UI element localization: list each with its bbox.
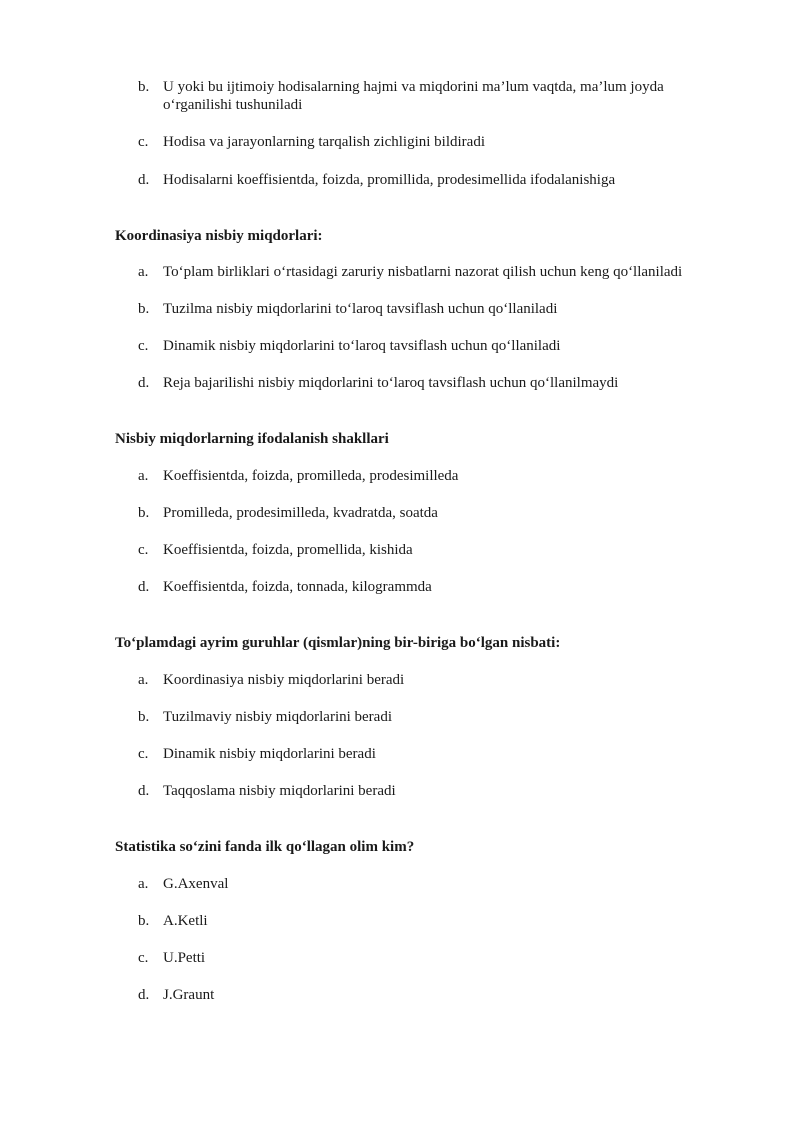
option-letter: b. [138, 505, 150, 521]
option-letter: a. [138, 264, 149, 280]
option-text: Tuzilmaviy nisbiy miqdorlarini beradi [163, 709, 393, 725]
question-title: Koordinasiya nisbiy miqdorlari: [115, 228, 323, 244]
option-letter: c. [138, 134, 149, 150]
option-letter: b. [138, 301, 150, 317]
option-text: Promilleda, prodesimilleda, kvadratda, soatda [163, 505, 438, 521]
option-letter: d. [138, 375, 150, 391]
option-text: A.Ketli [163, 913, 208, 929]
option-text: J.Graunt [163, 987, 215, 1003]
option-letter: d. [138, 987, 150, 1003]
option-text: Dinamik nisbiy miqdorlarini beradi [163, 746, 376, 762]
question-title: Nisbiy miqdorlarning ifodalanish shakllari [115, 431, 389, 447]
option-letter: d. [138, 783, 150, 799]
option-letter: b. [138, 913, 150, 929]
option-letter: c. [138, 338, 149, 354]
option-letter: b. [138, 709, 150, 725]
option-letter: a. [138, 672, 149, 688]
option-text: Dinamik nisbiy miqdorlarini to‘laroq tavsiflash uchun qo‘llaniladi [163, 338, 561, 354]
option-letter: c. [138, 746, 149, 762]
option-text: Koeffisientda, foizda, promellida, kishida [163, 542, 413, 558]
option-text: U yoki bu ijtimoiy hodisalarning hajmi va miqdorini ma’lum vaqtda, ma’lum joyda o‘rganilishi tushuniladi [163, 79, 664, 113]
option-text: Reja bajarilishi nisbiy miqdorlarini to‘laroq tavsiflash uchun qo‘llanilmaydi [163, 375, 619, 391]
option-letter: d. [138, 579, 150, 595]
option-text: Koeffisientda, foizda, promilleda, prodesimilleda [163, 468, 459, 484]
option-text: To‘plam birliklari o‘rtasidagi zaruriy nisbatlarni nazorat qilish uchun keng qo‘llaniladi [163, 264, 683, 280]
option-letter: d. [138, 172, 150, 188]
question-title: Statistika so‘zini fanda ilk qo‘llagan olim kim? [115, 839, 415, 855]
option-letter: c. [138, 542, 149, 558]
option-letter: c. [138, 950, 149, 966]
option-letter: a. [138, 876, 149, 892]
option-text: Koordinasiya nisbiy miqdorlarini beradi [163, 672, 405, 688]
option-letter: a. [138, 468, 149, 484]
question-title: To‘plamdagi ayrim guruhlar (qismlar)ning bir-biriga bo‘lgan nisbati: [115, 635, 561, 651]
option-text: Tuzilma nisbiy miqdorlarini to‘laroq tavsiflash uchun qo‘llaniladi [163, 301, 558, 317]
option-text: G.Axenval [163, 876, 229, 892]
option-letter: b. [138, 79, 150, 95]
option-text: Taqqoslama nisbiy miqdorlarini beradi [163, 783, 396, 799]
option-text: Hodisalarni koeffisientda, foizda, promillida, prodesimellida ifodalanishiga [163, 172, 616, 188]
option-text: Hodisa va jarayonlarning tarqalish zichligini bildiradi [163, 134, 485, 150]
option-text: U.Petti [163, 950, 206, 966]
option-text: Koeffisientda, foizda, tonnada, kilogrammda [163, 579, 432, 595]
